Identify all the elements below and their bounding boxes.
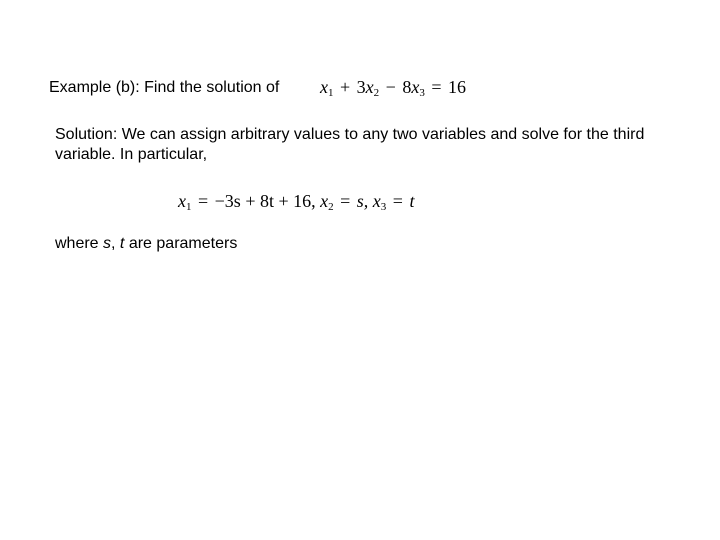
rhs-value: 16 [447,77,466,97]
sol-var-x2: x [320,191,329,211]
sol-sub-1: 1 [186,201,192,213]
sol-equals-2: = [340,191,351,211]
sub-2: 2 [373,87,380,99]
params-prefix: where [55,235,104,252]
sub-1: 1 [328,87,334,99]
sol-rhs-3: t [409,191,415,211]
plus-sign: + [340,77,351,97]
sol-rhs-1: −3s + 8t + 16, [214,191,316,211]
params-suffix: are parameters [124,235,238,252]
sol-var-x1: x [178,191,186,211]
example-equation [320,76,466,98]
params-sep: , [111,235,120,252]
solution-equation [178,190,414,212]
sol-rhs-2: s, [356,191,369,211]
sub-3: 3 [419,87,425,99]
sol-sub-2: 2 [328,201,334,213]
sol-equals-3: = [392,191,403,211]
equals-sign: = [431,77,442,97]
coef-2: 3 [356,77,366,97]
sol-sub-3: 3 [380,201,387,213]
var-x3: x [411,77,420,97]
var-x1: x [320,77,328,97]
solution-text: Solution: We can assign arbitrary values to any two variables and solve for the third variable. In particular, [55,126,645,163]
sol-var-x3: x [372,191,381,211]
param-t: t [119,235,125,252]
sol-equals-1: = [198,191,209,211]
var-x2: x [365,77,374,97]
parameters-note [55,234,237,254]
param-s: s [103,235,112,252]
coef-3: 8 [402,77,412,97]
example-heading: Example (b): Find the solution of [49,79,280,96]
minus-sign: − [385,77,396,97]
